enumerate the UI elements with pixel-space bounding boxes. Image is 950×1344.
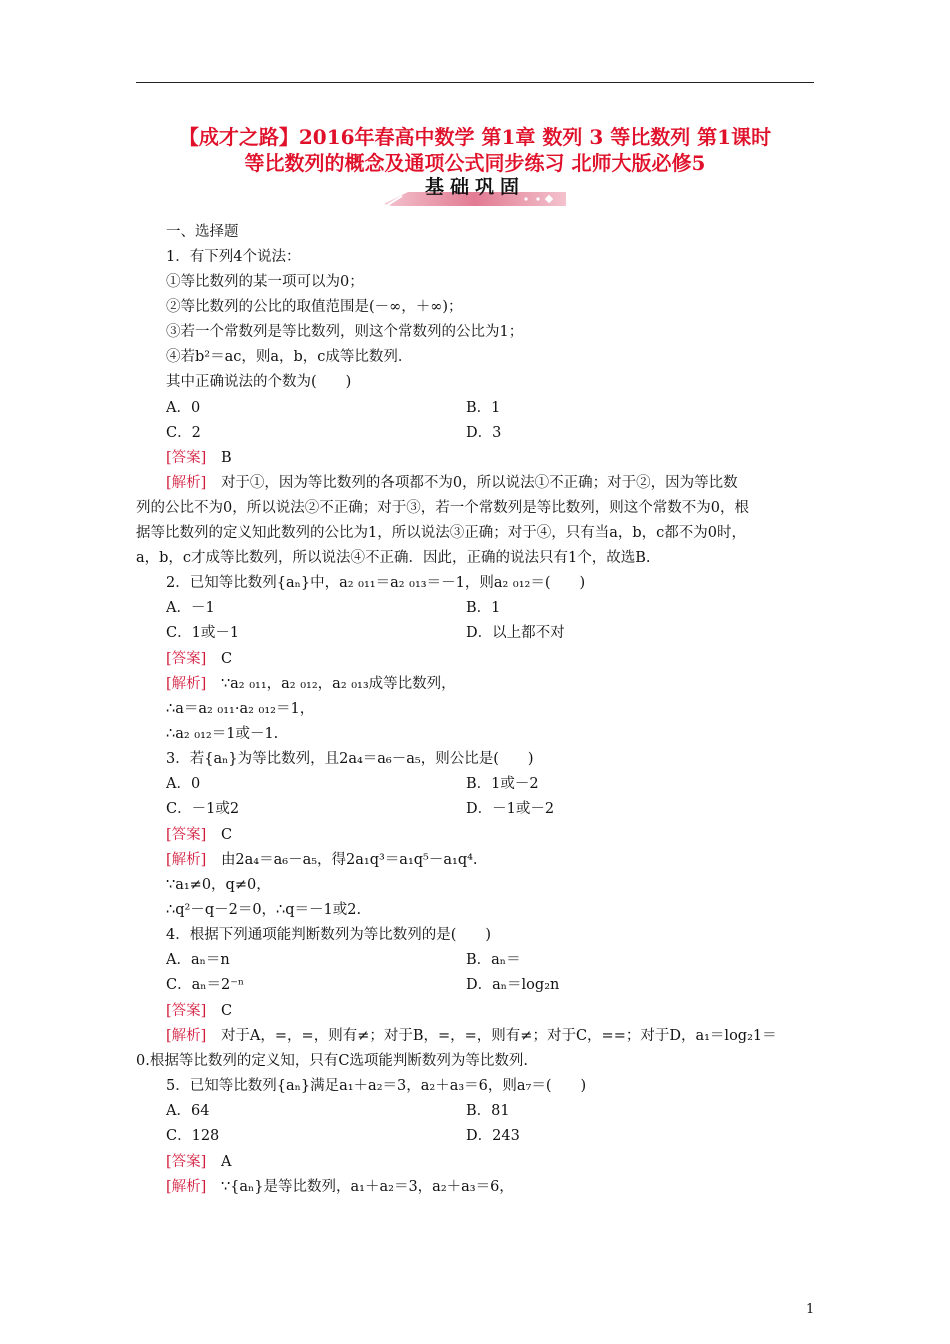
answer-value: A: [220, 1154, 232, 1170]
answer-tag: [答案]: [166, 1003, 207, 1019]
answer-tag: [答案]: [166, 651, 207, 667]
q1-statement-3: ③若一个常数列是等比数列，则这个常数列的公比为1；: [166, 324, 524, 340]
q4-option-c: C．aₙ＝2⁻ⁿ: [166, 977, 245, 993]
q4-analysis-line2: 0.根据等比数列的定义知，只有C选项能判断数列为等比数列.: [136, 1053, 529, 1069]
q2-analysis-line2: ∴a＝a₂ ₀₁₁·a₂ ₀₁₂＝1，: [166, 701, 315, 717]
q1-statement-1: ①等比数列的某一项可以为0；: [166, 274, 364, 290]
q1-option-b: B．1: [466, 400, 501, 416]
q3-option-c: C．－1或2: [166, 801, 240, 817]
q1-answer: [166, 448, 232, 468]
q4-stem: 4．根据下列通项能判断数列为等比数列的是( ): [166, 927, 492, 943]
q1-option-c: C．2: [166, 425, 201, 441]
q5-option-a: A．64: [166, 1103, 210, 1119]
q2-option-c: C．1或－1: [166, 625, 240, 641]
section-banner-label: 基础巩固: [424, 176, 525, 198]
q2-option-a: A．－1: [166, 600, 215, 616]
analysis-tag: [解析]: [166, 1028, 207, 1044]
q5-option-b: B．81: [466, 1103, 510, 1119]
analysis-tag: [解析]: [166, 676, 207, 692]
analysis-tag: [解析]: [166, 1179, 207, 1195]
q1-analysis-line1: [解析] 对于①，因为等比数列的各项都不为0，所以说法①不正确；对于②，因为等比数: [166, 475, 738, 491]
q1-analysis-line4: a，b，c才成等比数列，所以说法④不正确．因此，正确的说法只有1个，故选B.: [136, 550, 651, 566]
q5-option-d: D．243: [466, 1128, 520, 1144]
doc-title-line1: 【成才之路】2016年春高中数学 第1章 数列 3 等比数列 第1课时: [178, 125, 772, 149]
page-number: 1: [806, 1302, 815, 1317]
q3-stem: 3．若{aₙ}为等比数列，且2a₄＝a₆－a₅，则公比是( ): [166, 751, 534, 767]
q4-answer: [166, 1001, 232, 1021]
q1-stem: 1．有下列4个说法：: [166, 249, 301, 265]
analysis-tag: [解析]: [166, 475, 207, 491]
q2-stem: 2．已知等比数列{aₙ}中，a₂ ₀₁₁＝a₂ ₀₁₃＝－1，则a₂ ₀₁₂＝( ): [166, 575, 586, 591]
q4-option-d: D．aₙ＝log₂n: [466, 977, 560, 993]
q2-answer: [166, 649, 232, 669]
q1-analysis-line3: 据等比数列的定义知此数列的公比为1，所以说法③正确；对于④，只有当a，b，c都不为0时，: [136, 525, 746, 541]
q2-option-d: D．以上都不对: [466, 625, 565, 641]
answer-value: C: [220, 651, 233, 667]
q1-option-a: A．0: [166, 400, 201, 416]
q2-analysis-line1: [解析] ∵a₂ ₀₁₁，a₂ ₀₁₂，a₂ ₀₁₃成等比数列，: [166, 676, 456, 692]
q1-option-d: D．3: [466, 425, 502, 441]
q2-analysis-line3: ∴a₂ ₀₁₂＝1或－1.: [166, 726, 279, 742]
q4-option-b: B．aₙ＝: [466, 952, 521, 968]
q5-answer: [166, 1152, 231, 1172]
q5-option-c: C．128: [166, 1128, 220, 1144]
q4-analysis-line1: [解析] 对于A，=，=，则有≠；对于B，=，=，则有≠；对于C，==；对于D，a₁＝log₂1＝: [166, 1028, 777, 1044]
answer-tag: [答案]: [166, 1154, 207, 1170]
answer-value: C: [220, 1003, 233, 1019]
q4-option-a: A．aₙ＝n: [166, 952, 230, 968]
q1-question: 其中正确说法的个数为( ): [166, 374, 352, 390]
q3-analysis-line3: ∴q²－q－2＝0，∴q＝－1或2.: [166, 902, 362, 918]
answer-value: B: [220, 450, 232, 466]
q2-option-b: B．1: [466, 600, 501, 616]
section-heading: 一、选择题: [166, 224, 239, 240]
analysis-tag: [解析]: [166, 852, 207, 868]
header-rule: [136, 82, 814, 83]
answer-value: C: [220, 827, 233, 843]
q3-analysis-line1: [解析] 由2a₄＝a₆－a₅，得2a₁q³＝a₁q⁵－a₁q⁴.: [166, 852, 478, 868]
q5-analysis-line1: [解析] ∵{aₙ}是等比数列，a₁＋a₂＝3，a₂＋a₃＝6，: [166, 1179, 514, 1195]
q3-analysis-line2: ∵a₁≠0，q≠0，: [166, 877, 271, 893]
q3-option-b: B．1或－2: [466, 776, 539, 792]
q1-analysis-line2: 列的公比不为0，所以说法②不正确；对于③，若一个常数列是等比数列，则这个常数不为0，根: [136, 500, 749, 516]
q3-option-a: A．0: [166, 776, 201, 792]
doc-title-line2: 等比数列的概念及通项公式同步练习 北师大版必修5: [244, 151, 706, 175]
q3-answer: [166, 825, 232, 845]
answer-tag: [答案]: [166, 827, 207, 843]
q5-stem: 5．已知等比数列{aₙ}满足a₁＋a₂＝3，a₂＋a₃＝6，则a₇＝( ): [166, 1078, 587, 1094]
q3-option-d: D．－1或－2: [466, 801, 555, 817]
q1-statement-2: ②等比数列的公比的取值范围是(－∞，＋∞)；: [166, 299, 463, 315]
q1-statement-4: ④若b²＝ac，则a，b，c成等比数列．: [166, 349, 413, 365]
answer-tag: [答案]: [166, 450, 207, 466]
